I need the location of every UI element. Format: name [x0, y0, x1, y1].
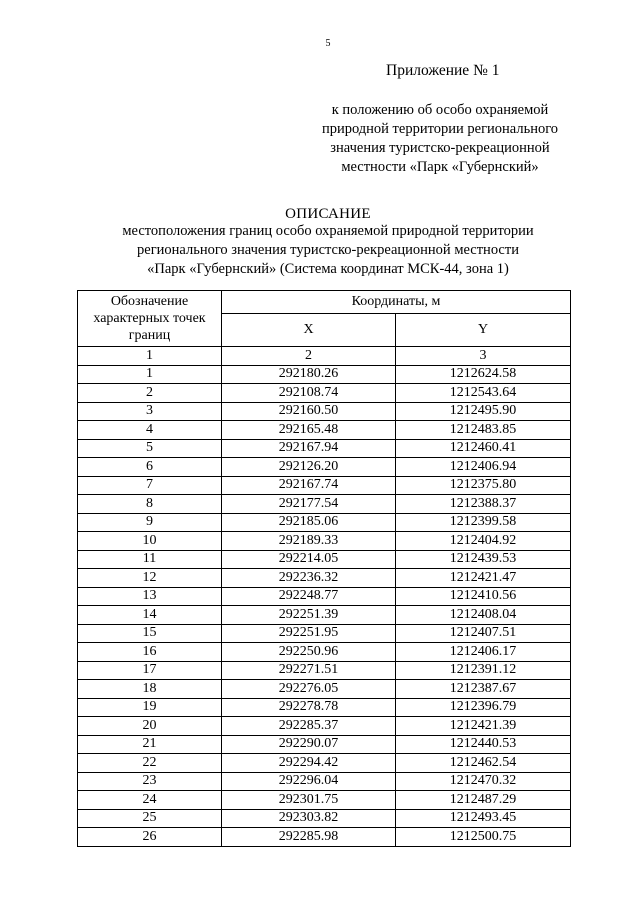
appendix-subtitle [300, 101, 580, 177]
y-coordinate-cell: 1212500.75 [396, 828, 571, 847]
y-coordinate-cell: 1212495.90 [396, 402, 571, 421]
x-coordinate-cell: 292236.32 [222, 569, 396, 588]
table-row [78, 772, 571, 791]
table-row [78, 643, 571, 662]
appendix-subtitle-line: местности «Парк «Губернский» [341, 159, 539, 175]
x-coordinate-cell: 292248.77 [222, 587, 396, 606]
point-number-cell: 16 [78, 643, 222, 662]
y-coordinate-cell: 1212421.47 [396, 569, 571, 588]
y-coordinate-cell: 1212387.67 [396, 680, 571, 699]
table-row [78, 365, 571, 384]
table-row [78, 495, 571, 514]
header-coordinates: Координаты, м [222, 291, 571, 314]
table-row [78, 532, 571, 551]
document-description-line: «Парк «Губернский» (Система координат МСК-44, зона 1) [147, 261, 509, 277]
table-row [78, 513, 571, 532]
table-row [78, 476, 571, 495]
x-coordinate-cell: 292126.20 [222, 458, 396, 477]
y-coordinate-cell: 1212375.80 [396, 476, 571, 495]
x-coordinate-cell: 292290.07 [222, 735, 396, 754]
table-row [78, 791, 571, 810]
y-coordinate-cell: 1212406.94 [396, 458, 571, 477]
table-row [78, 661, 571, 680]
x-coordinate-cell: 292285.37 [222, 717, 396, 736]
table-row [78, 735, 571, 754]
x-coordinate-cell: 292167.94 [222, 439, 396, 458]
x-coordinate-cell: 292167.74 [222, 476, 396, 495]
y-coordinate-cell: 1212396.79 [396, 698, 571, 717]
x-coordinate-cell: 292294.42 [222, 754, 396, 773]
point-number-cell: 4 [78, 421, 222, 440]
document-description-line: местоположения границ особо охраняемой природной территории [122, 223, 534, 239]
point-number-cell: 3 [78, 402, 222, 421]
table-row [78, 828, 571, 847]
point-number-cell: 25 [78, 809, 222, 828]
point-number-cell: 24 [78, 791, 222, 810]
x-coordinate-cell: 292177.54 [222, 495, 396, 514]
x-coordinate-cell: 292108.74 [222, 384, 396, 403]
coordinates-table [77, 290, 571, 847]
table-row [78, 587, 571, 606]
header-x: X [222, 314, 396, 347]
point-number-cell: 22 [78, 754, 222, 773]
x-coordinate-cell: 292278.78 [222, 698, 396, 717]
x-coordinate-cell: 292180.26 [222, 365, 396, 384]
y-coordinate-cell: 1212410.56 [396, 587, 571, 606]
point-number-cell: 8 [78, 495, 222, 514]
y-coordinate-cell: 1212487.29 [396, 791, 571, 810]
x-coordinate-cell: 292250.96 [222, 643, 396, 662]
y-coordinate-cell: 1212439.53 [396, 550, 571, 569]
table-row [78, 754, 571, 773]
y-coordinate-cell: 1212483.85 [396, 421, 571, 440]
y-coordinate-cell: 1212421.39 [396, 717, 571, 736]
point-number-cell: 2 [78, 384, 222, 403]
point-number-cell: 12 [78, 569, 222, 588]
header-point-designation: Обозначение характерных точек границ [78, 291, 222, 347]
x-coordinate-cell: 292301.75 [222, 791, 396, 810]
appendix-subtitle-line: природной территории регионального [321, 121, 559, 137]
y-coordinate-cell: 1212440.53 [396, 735, 571, 754]
point-number-cell: 19 [78, 698, 222, 717]
x-coordinate-cell: 292165.48 [222, 421, 396, 440]
x-coordinate-cell: 292285.98 [222, 828, 396, 847]
x-coordinate-cell: 292296.04 [222, 772, 396, 791]
x-coordinate-cell: 292251.95 [222, 624, 396, 643]
x-coordinate-cell: 292251.39 [222, 606, 396, 625]
column-number-row [78, 347, 571, 366]
table-row [78, 421, 571, 440]
point-number-cell: 9 [78, 513, 222, 532]
appendix-subtitle-line: значения туристско-рекреационной [330, 140, 550, 156]
y-coordinate-cell: 1212470.32 [396, 772, 571, 791]
point-number-cell: 5 [78, 439, 222, 458]
page-number: 5 [325, 38, 331, 49]
x-coordinate-cell: 292214.05 [222, 550, 396, 569]
y-coordinate-cell: 1212406.17 [396, 643, 571, 662]
document-title: ОПИСАНИЕ [285, 206, 371, 222]
point-number-cell: 14 [78, 606, 222, 625]
point-number-cell: 15 [78, 624, 222, 643]
y-coordinate-cell: 1212462.54 [396, 754, 571, 773]
y-coordinate-cell: 1212399.58 [396, 513, 571, 532]
y-coordinate-cell: 1212404.92 [396, 532, 571, 551]
point-number-cell: 18 [78, 680, 222, 699]
appendix-title: Приложение № 1 [386, 62, 500, 79]
point-number-cell: 13 [78, 587, 222, 606]
y-coordinate-cell: 1212624.58 [396, 365, 571, 384]
y-coordinate-cell: 1212543.64 [396, 384, 571, 403]
point-number-cell: 11 [78, 550, 222, 569]
x-coordinate-cell: 292189.33 [222, 532, 396, 551]
table-row [78, 698, 571, 717]
table-row [78, 439, 571, 458]
coordinates-table-body [78, 365, 571, 846]
point-number-cell: 26 [78, 828, 222, 847]
y-coordinate-cell: 1212408.04 [396, 606, 571, 625]
column-number: 3 [396, 347, 571, 366]
y-coordinate-cell: 1212493.45 [396, 809, 571, 828]
column-number: 1 [78, 347, 222, 366]
table-row [78, 384, 571, 403]
table-row [78, 809, 571, 828]
x-coordinate-cell: 292303.82 [222, 809, 396, 828]
point-number-cell: 20 [78, 717, 222, 736]
table-row [78, 717, 571, 736]
table-row [78, 680, 571, 699]
point-number-cell: 21 [78, 735, 222, 754]
point-number-cell: 6 [78, 458, 222, 477]
point-number-cell: 17 [78, 661, 222, 680]
table-row [78, 606, 571, 625]
x-coordinate-cell: 292276.05 [222, 680, 396, 699]
y-coordinate-cell: 1212391.12 [396, 661, 571, 680]
column-number: 2 [222, 347, 396, 366]
table-row [78, 550, 571, 569]
point-number-cell: 1 [78, 365, 222, 384]
document-description-line: регионального значения туристско-рекреационной местности [137, 242, 519, 258]
header-y: Y [396, 314, 571, 347]
y-coordinate-cell: 1212388.37 [396, 495, 571, 514]
table-row [78, 402, 571, 421]
point-number-cell: 23 [78, 772, 222, 791]
point-number-cell: 7 [78, 476, 222, 495]
table-row [78, 624, 571, 643]
table-row [78, 458, 571, 477]
y-coordinate-cell: 1212407.51 [396, 624, 571, 643]
table-row [78, 569, 571, 588]
x-coordinate-cell: 292160.50 [222, 402, 396, 421]
document-description [0, 222, 640, 279]
x-coordinate-cell: 292185.06 [222, 513, 396, 532]
x-coordinate-cell: 292271.51 [222, 661, 396, 680]
point-number-cell: 10 [78, 532, 222, 551]
appendix-subtitle-line: к положению об особо охраняемой [331, 102, 549, 118]
y-coordinate-cell: 1212460.41 [396, 439, 571, 458]
